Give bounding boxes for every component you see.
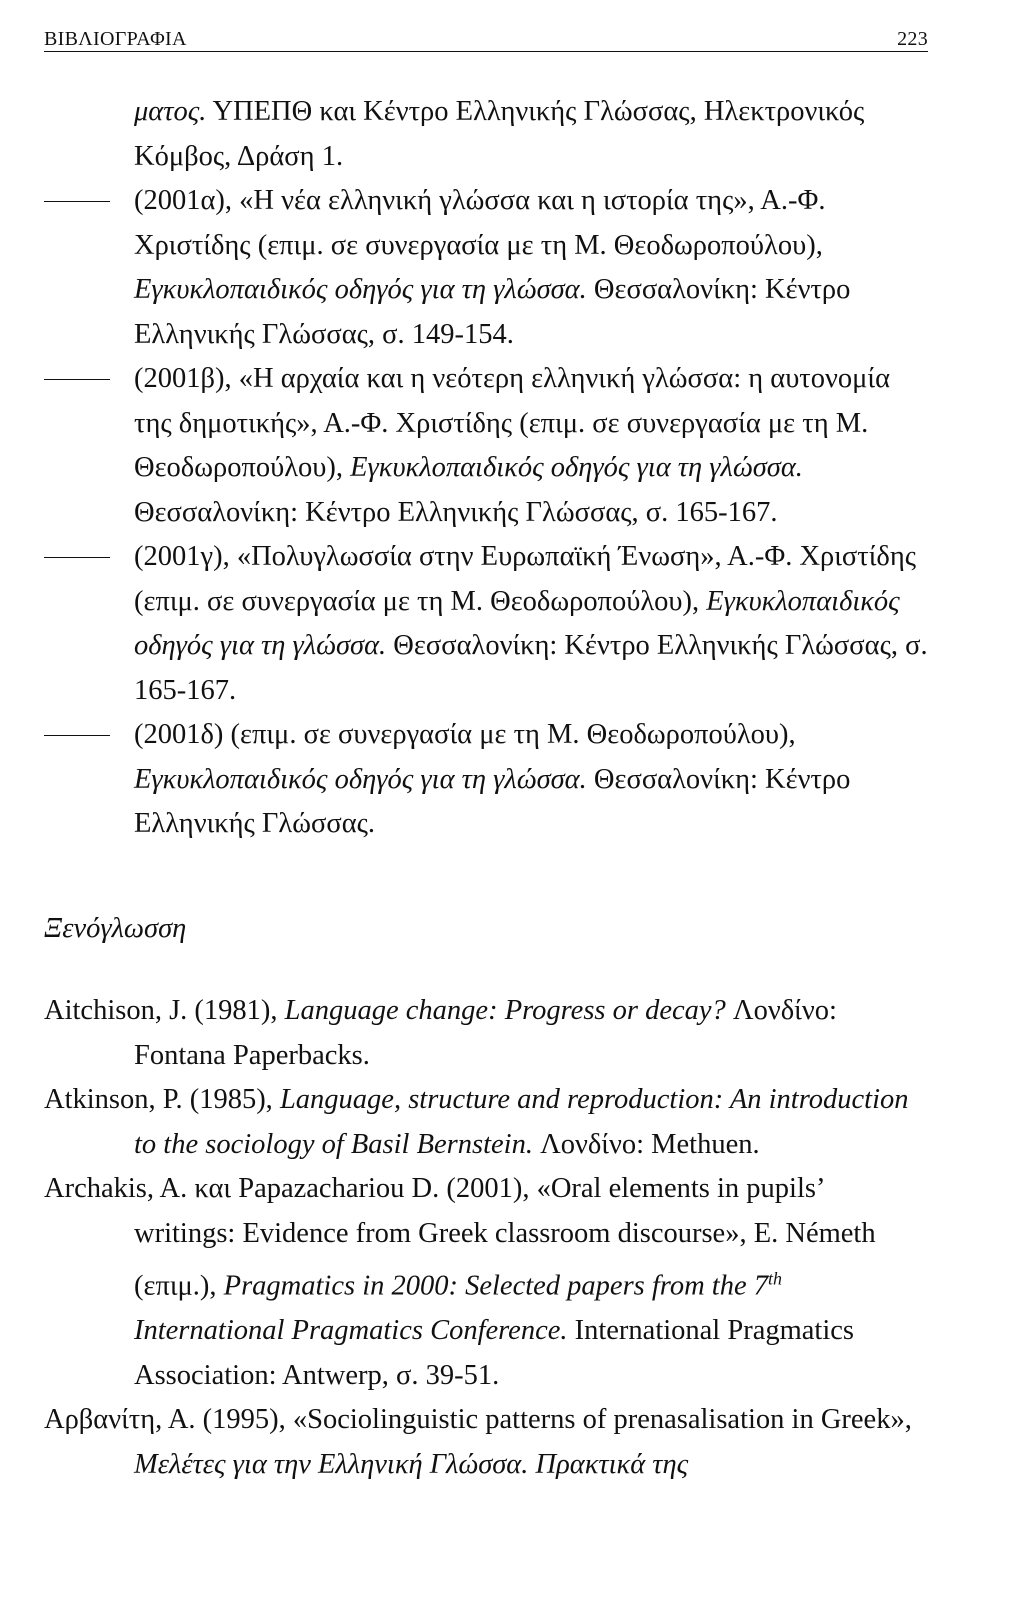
running-head xyxy=(44,28,928,52)
entry-text: Λονδίνο: Fontana Paperbacks. xyxy=(134,995,837,1071)
entry-text: (2001β), «Η αρχαία και η νεότερη ελληνική γλώσσα: η αυτονομία της δημοτικής», Α.-Φ. Χριστίδης (επιμ. σε συνεργασία με τη Μ. Θεοδωροπούλου), xyxy=(134,363,891,483)
title-italic: ματος. xyxy=(134,96,207,127)
title-italic: Language, structure and reproduction: An introduction to the sociology of Basil Bernstein. xyxy=(134,1084,909,1160)
bibliography-entry xyxy=(44,357,928,535)
entry-text: Λονδίνο: Methuen. xyxy=(532,1128,760,1160)
entry-text: International Pragmatics Association: Antwerp, σ. 39-51. xyxy=(134,1315,854,1391)
title-italic: International Pragmatics Conference. xyxy=(134,1315,568,1346)
entry-text: ΥΠΕΠΘ και Κέντρο Ελληνικής Γλώσσας, Ηλεκτρονικός Κόμβος, Δράση 1. xyxy=(134,96,865,172)
title-italic: Language change: Progress or decay? xyxy=(284,995,726,1026)
entry-text: Θεσσαλονίκη: Κέντρο Ελληνικής Γλώσσας. xyxy=(134,763,851,839)
entry-text: Atkinson, P. (1985), xyxy=(44,1084,280,1115)
bibliography-entry xyxy=(44,1167,928,1398)
bibliography-entry xyxy=(44,1398,928,1487)
entry-text: Archakis, A. και Papazachariou D. (2001), «Oral elements in pupils’ writings: Evidence from Greek classroom discourse», E. Németh (επιμ.), xyxy=(44,1173,876,1302)
title-italic: Εγκυκλοπαιδικός οδηγός για τη γλώσσα. xyxy=(134,763,587,795)
entry-text: Θεσσαλονίκη: Κέντρο Ελληνικής Γλώσσας, σ. 165-167. xyxy=(134,630,928,706)
title-italic: Εγκυκλοπαιδικός οδηγός για τη γλώσσα. xyxy=(134,274,587,305)
bibliography-entry xyxy=(44,713,928,847)
page-number: 223 xyxy=(897,28,928,50)
entry-text: Aitchison, J. (1981), xyxy=(44,995,285,1026)
bibliography-entry xyxy=(44,535,928,713)
bibliography-entry xyxy=(44,90,928,179)
entry-text: Θεσσαλονίκη: Κέντρο Ελληνικής Γλώσσας, σ. 165-167. xyxy=(134,496,778,528)
repeat-author-dash xyxy=(44,357,134,402)
repeat-author-dash xyxy=(44,535,134,580)
entry-text: Αρβανίτη, Α. (1995), «Sociolinguistic patterns of prenasalisation in Greek», xyxy=(44,1404,912,1435)
entry-text: Θεσσαλονίκη: Κέντρο Ελληνικής Γλώσσας, σ. 149-154. xyxy=(134,274,851,350)
section-title-foreign: Ξενόγλωσση xyxy=(44,913,187,944)
superscript: th xyxy=(767,1268,782,1288)
title-italic: Μελέτες για την Ελληνική Γλώσσα. Πρακτικά της xyxy=(134,1448,689,1480)
title-italic: Εγκυκλοπαιδικός οδηγός για τη γλώσσα. xyxy=(134,585,900,661)
entry-text: (2001α), «Η νέα ελληνική γλώσσα και η ιστορία της», Α.-Φ. Χριστίδης (επιμ. σε συνεργασία με τη Μ. Θεοδωροπούλου), xyxy=(134,185,826,261)
title-italic xyxy=(767,1268,782,1302)
foreign-bibliography-list xyxy=(44,989,928,1487)
title-italic: Pragmatics in 2000: Selected papers from the 7 xyxy=(223,1270,768,1302)
section-heading: ΒΙΒΛΙΟΓΡΑΦΙΑ xyxy=(44,28,187,50)
repeat-author-dash xyxy=(44,713,134,758)
repeat-author-dash xyxy=(44,179,134,224)
bibliography-entry xyxy=(44,179,928,357)
title-italic: Εγκυκλοπαιδικός οδηγός για τη γλώσσα. xyxy=(350,452,803,483)
bibliography-entry xyxy=(44,989,928,1078)
entry-text: (2001δ) (επιμ. σε συνεργασία με τη Μ. Θεοδωροπούλου), xyxy=(134,719,796,750)
bibliography-entry xyxy=(44,1078,928,1167)
entry-text: (2001γ), «Πολυγλωσσία στην Ευρωπαϊκή Ένωση», Α.-Φ. Χριστίδης (επιμ. σε συνεργασία με τη Μ. Θεοδωροπούλου), xyxy=(134,541,917,617)
greek-bibliography-list xyxy=(44,90,928,847)
